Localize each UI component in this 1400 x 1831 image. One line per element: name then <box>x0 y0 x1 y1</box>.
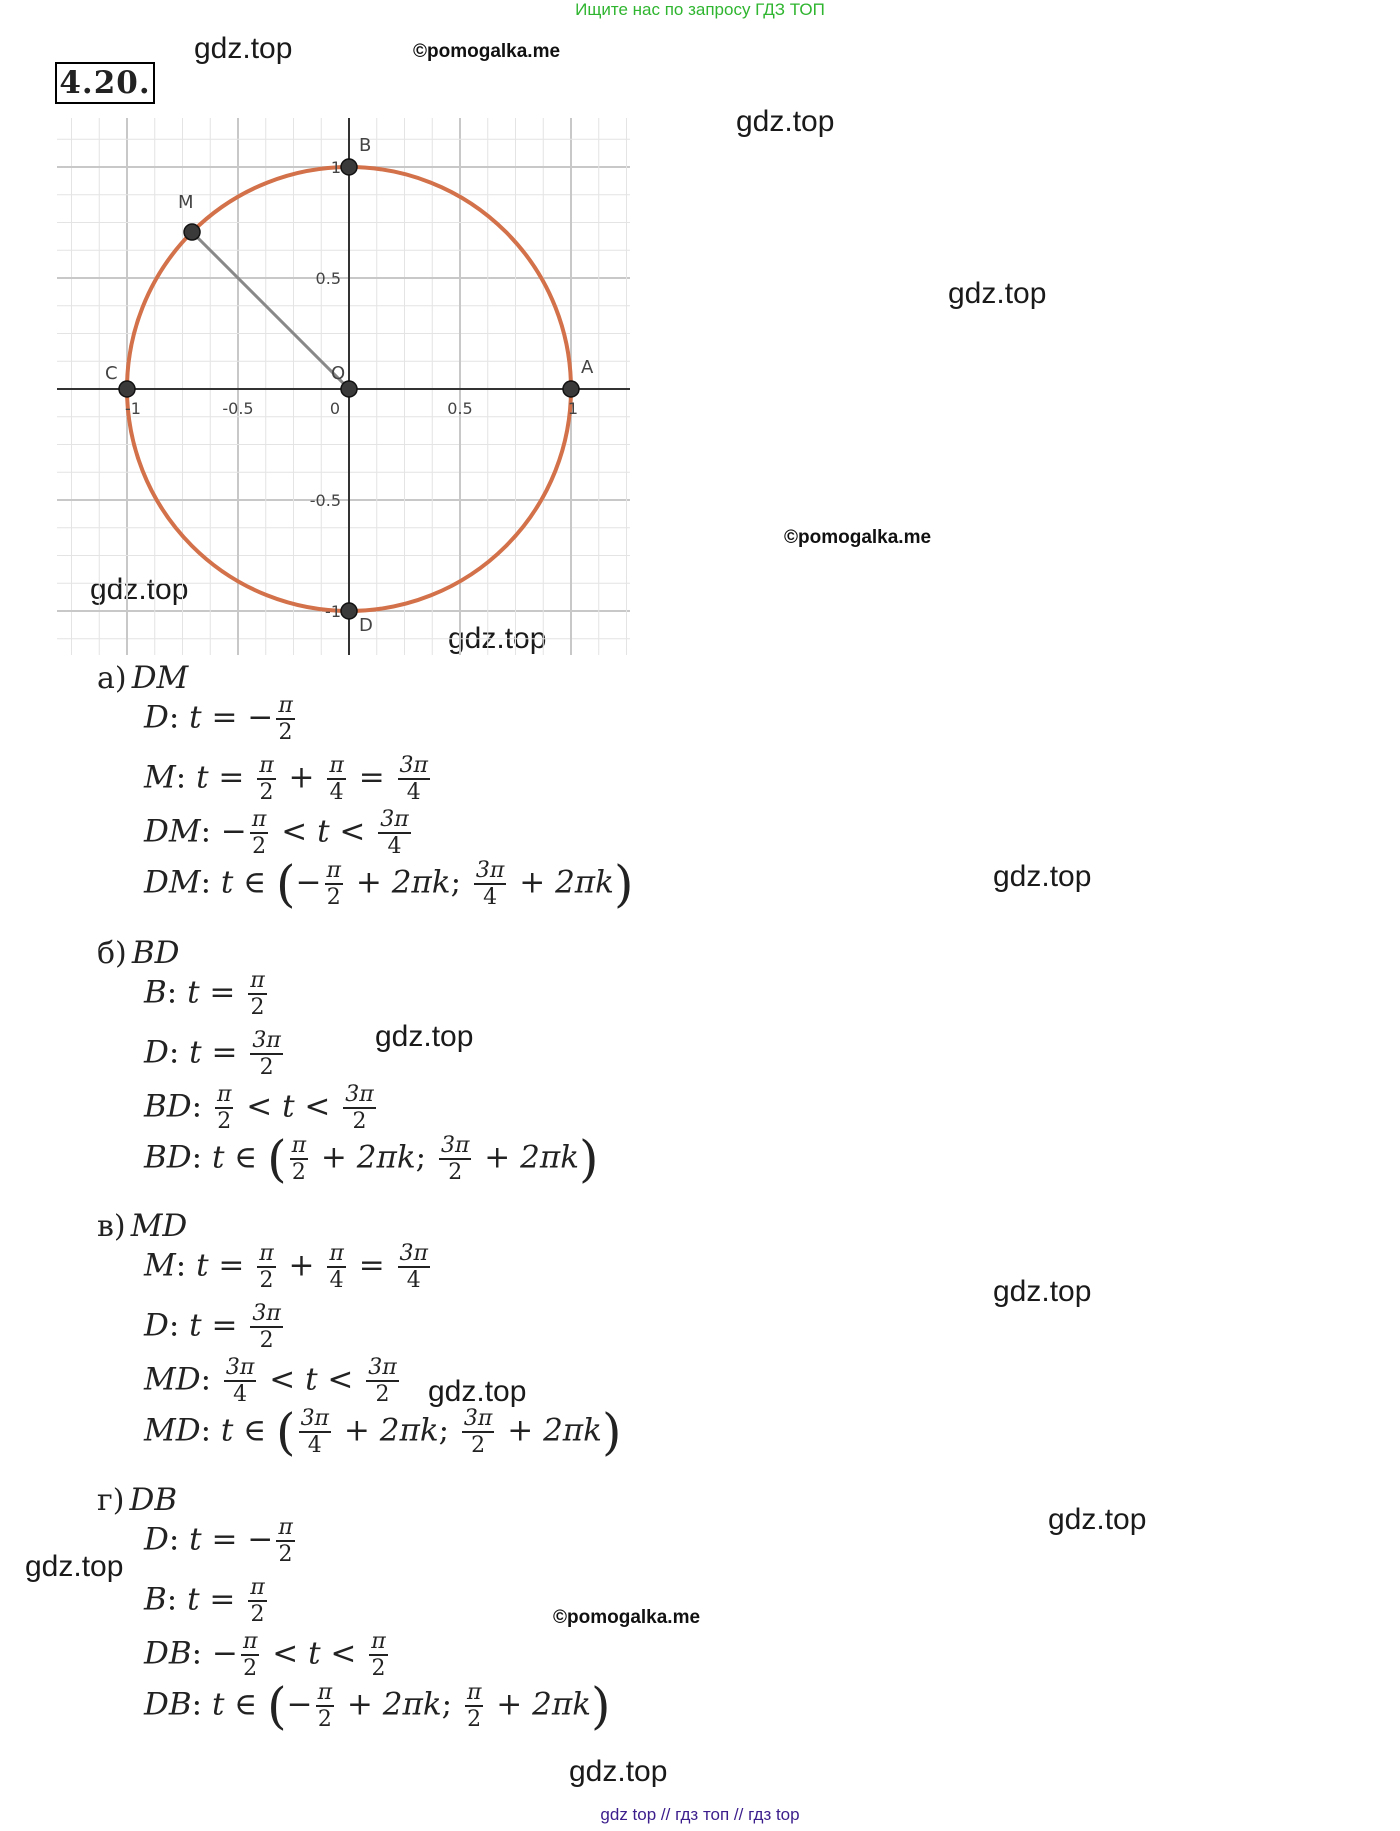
numerator: 3π <box>440 1133 470 1158</box>
inequality: DM: − $\frac{\pi}{2}$ < t < $\frac{3\pi}{4}$ <box>144 807 409 859</box>
sign: − <box>247 699 274 736</box>
point-b <box>341 159 357 175</box>
section-heading <box>97 935 180 971</box>
numerator: π <box>329 1241 344 1266</box>
arc-name: MD <box>130 1208 188 1244</box>
interval: BD: t ∈ ( $\frac{\pi}{2}$ + 2πk; $\frac{3\pi}{2}$ + 2πk) <box>144 1130 599 1188</box>
denominator: 2 <box>241 1654 259 1681</box>
denominator: 2 <box>465 1705 483 1732</box>
x-tick-label: -1 <box>125 399 141 418</box>
sign: − <box>295 864 322 901</box>
point-name: D <box>144 1034 169 1071</box>
denominator: 4 <box>398 1266 430 1293</box>
denominator: 2 <box>290 1158 308 1185</box>
denominator: 4 <box>224 1380 256 1407</box>
numerator: π <box>259 1241 274 1266</box>
point-parameter: D: t = − $\frac{\pi}{2}$ <box>144 1515 293 1567</box>
fraction <box>327 1241 345 1293</box>
arc-name: DM <box>144 813 201 850</box>
denominator: 2 <box>248 993 266 1020</box>
interval: DM: t ∈ (− $\frac{\pi}{2}$ + 2πk; $\frac{3\pi}{4}$ + 2πk) <box>144 855 634 913</box>
watermark-gdz: gdz.top <box>736 105 835 138</box>
fraction <box>327 753 345 805</box>
denominator: 2 <box>366 1380 398 1407</box>
watermark-gdz: gdz.top <box>194 32 293 65</box>
period: 2πk <box>382 1686 442 1723</box>
watermark-gdz: gdz.top <box>993 860 1092 893</box>
denominator: 4 <box>398 778 430 805</box>
numerator: 3π <box>368 1355 397 1380</box>
numerator: 3π <box>300 1406 330 1431</box>
watermark-copyright: ©pomogalka.me <box>553 1607 701 1628</box>
point-parameter: B: t = $\frac{\pi}{2}$ <box>144 968 265 1020</box>
interval: DB: t ∈ (− $\frac{\pi}{2}$ + 2πk; $\frac{\pi}{2}$ + 2πk) <box>144 1677 611 1735</box>
denominator: 2 <box>316 1705 334 1732</box>
denominator: 2 <box>250 1326 282 1353</box>
denominator: 2 <box>369 1654 387 1681</box>
denominator: 2 <box>462 1431 494 1458</box>
top-banner[interactable]: Ищите нас по запросу ГДЗ ТОП <box>575 0 825 19</box>
watermark-copyright: ©pomogalka.me <box>413 41 561 62</box>
section-label: в) <box>97 1209 126 1244</box>
fraction <box>474 858 506 910</box>
denominator: 4 <box>327 778 345 805</box>
watermark-copyright: ©pomogalka.me <box>784 527 932 548</box>
point-c <box>119 381 135 397</box>
numerator: 3π <box>252 1301 281 1326</box>
fraction <box>250 1301 282 1353</box>
point-name: M <box>144 1247 176 1284</box>
numerator: π <box>278 693 293 718</box>
fraction <box>276 1515 294 1567</box>
watermark-gdz: gdz.top <box>993 1275 1092 1308</box>
fraction <box>224 1355 256 1407</box>
section-heading <box>97 1482 177 1518</box>
arc-name: DB <box>144 1635 192 1672</box>
sign: − <box>220 813 247 850</box>
period: 2πk <box>543 1412 602 1449</box>
numerator: π <box>278 1515 293 1540</box>
denominator: 4 <box>299 1431 331 1458</box>
point-label-b: B <box>359 135 372 156</box>
x-tick-label: 0 <box>329 399 341 418</box>
point-a <box>563 381 579 397</box>
denominator: 2 <box>250 832 268 859</box>
fraction <box>248 968 266 1020</box>
point-parameter: B: t = $\frac{\pi}{2}$ <box>144 1575 265 1627</box>
fraction <box>257 753 275 805</box>
numerator: 3π <box>225 1355 255 1380</box>
x-tick-label: -0.5 <box>222 399 254 418</box>
inequality: BD: $\frac{\pi}{2}$ < t < $\frac{3\pi}{2}$ <box>144 1082 374 1134</box>
watermark-gdz: gdz.top <box>569 1755 668 1788</box>
numerator: π <box>250 968 265 993</box>
watermark-gdz: gdz.top <box>1048 1503 1147 1536</box>
numerator: π <box>251 807 267 832</box>
arc-name: BD <box>131 935 180 971</box>
denominator: 2 <box>325 883 343 910</box>
denominator: 2 <box>257 1266 275 1293</box>
fraction <box>241 1629 259 1681</box>
point-parameter: M: t = $\frac{\pi}{2}$ + $\frac{\pi}{4}$ = $\frac{3\pi}{4}$ <box>144 753 428 805</box>
point-label-m: M <box>178 192 194 214</box>
unit-circle-graph <box>57 118 630 655</box>
denominator: 4 <box>474 883 506 910</box>
y-tick-label: -1 <box>325 602 341 621</box>
y-tick-label: -0.5 <box>309 491 341 510</box>
point-name: B <box>144 974 167 1011</box>
watermark-gdz: gdz.top <box>428 1375 527 1408</box>
numerator: π <box>466 1680 482 1705</box>
watermark-gdz: gdz.top <box>25 1550 124 1583</box>
fraction <box>398 1241 430 1293</box>
fraction <box>378 807 410 859</box>
numerator: 3π <box>345 1082 374 1107</box>
interval: MD: t ∈ ( $\frac{3\pi}{4}$ + 2πk; $\frac{3\pi}{2}$ + 2πk) <box>144 1403 622 1461</box>
watermark-gdz: gdz.top <box>948 277 1047 310</box>
sign: − <box>247 1521 274 1558</box>
numerator: 3π <box>463 1406 493 1431</box>
point-parameter: D: t = − $\frac{\pi}{2}$ <box>144 693 293 745</box>
fraction <box>215 1082 233 1134</box>
point-name: M <box>144 759 176 796</box>
point-name: D <box>144 1307 169 1344</box>
watermark-gdz: gdz.top <box>448 622 547 655</box>
task-number: 4.20. <box>55 62 155 104</box>
denominator: 2 <box>276 718 294 745</box>
numerator: π <box>250 1575 265 1600</box>
period: 2πk <box>379 1412 439 1449</box>
numerator: π <box>242 1629 258 1654</box>
numerator: 3π <box>252 1028 281 1053</box>
inequality: DB: − $\frac{\pi}{2}$ < t < $\frac{\pi}{2}$ <box>144 1629 386 1681</box>
point-name: D <box>144 699 169 736</box>
point-label-a: A <box>581 357 594 378</box>
denominator: 4 <box>378 832 410 859</box>
fraction <box>250 1028 282 1080</box>
point-name: D <box>144 1521 169 1558</box>
x-tick-label: 1 <box>567 399 579 418</box>
arc-name: DB <box>144 1686 192 1723</box>
point-label-c: C <box>105 363 118 384</box>
numerator: π <box>329 753 344 778</box>
watermark-gdz: gdz.top <box>90 573 189 606</box>
y-tick-label: 1 <box>330 158 341 177</box>
numerator: 3π <box>399 753 428 778</box>
fraction <box>439 1133 471 1185</box>
segment-om <box>192 232 349 389</box>
fraction <box>462 1406 494 1458</box>
watermark-gdz: gdz.top <box>375 1020 474 1053</box>
numerator: 3π <box>475 858 505 883</box>
section-label: г) <box>97 1483 125 1518</box>
fraction <box>316 1680 334 1732</box>
arc-name: BD <box>144 1139 192 1176</box>
section-heading <box>97 660 188 696</box>
point-d <box>341 603 357 619</box>
footer-links[interactable]: gdz top // гдз топ // гдз top <box>600 1805 800 1824</box>
numerator: π <box>371 1629 386 1654</box>
denominator: 2 <box>439 1158 471 1185</box>
arc-name: DB <box>129 1482 178 1518</box>
denominator: 2 <box>215 1107 233 1134</box>
denominator: 2 <box>276 1540 294 1567</box>
fraction <box>299 1406 331 1458</box>
denominator: 2 <box>250 1053 282 1080</box>
denominator: 2 <box>257 778 275 805</box>
fraction <box>276 693 294 745</box>
point-name: B <box>144 1581 167 1618</box>
point-m <box>184 224 200 240</box>
period: 2πk <box>555 864 614 901</box>
fraction <box>250 807 268 859</box>
section-label: б) <box>97 936 127 971</box>
arc-name: DM <box>144 864 201 901</box>
arc-name: MD <box>144 1361 201 1398</box>
period: 2πk <box>391 864 451 901</box>
sign: − <box>211 1635 238 1672</box>
inequality: MD: $\frac{3\pi}{4}$ < t < $\frac{3\pi}{2}$ <box>144 1355 397 1407</box>
period: 2πk <box>532 1686 591 1723</box>
denominator: 2 <box>248 1600 266 1627</box>
x-tick-label: 0.5 <box>447 399 473 418</box>
section-label: а) <box>97 661 127 696</box>
numerator: π <box>291 1133 307 1158</box>
point-parameter: D: t = $\frac{3\pi}{2}$ <box>144 1028 281 1080</box>
fraction <box>257 1241 275 1293</box>
section-heading <box>97 1208 187 1244</box>
numerator: 3π <box>380 807 409 832</box>
numerator: π <box>317 1680 333 1705</box>
fraction <box>398 753 430 805</box>
denominator: 4 <box>327 1266 345 1293</box>
period: 2πk <box>520 1139 579 1176</box>
period: 2πk <box>356 1139 416 1176</box>
arc-name: MD <box>144 1412 201 1449</box>
arc-name: DM <box>131 660 189 696</box>
point-label-o: O <box>331 363 346 384</box>
fraction <box>369 1629 387 1681</box>
fraction <box>343 1082 375 1134</box>
fraction <box>248 1575 266 1627</box>
numerator: π <box>259 753 274 778</box>
numerator: π <box>326 858 342 883</box>
point-label-d: D <box>359 615 373 636</box>
fraction <box>325 858 343 910</box>
denominator: 2 <box>343 1107 375 1134</box>
point-parameter: D: t = $\frac{3\pi}{2}$ <box>144 1301 281 1353</box>
fraction <box>366 1355 398 1407</box>
fraction <box>290 1133 308 1185</box>
arc-name: BD <box>144 1088 192 1125</box>
numerator: π <box>216 1082 232 1107</box>
numerator: 3π <box>399 1241 428 1266</box>
sign: − <box>286 1686 313 1723</box>
fraction <box>465 1680 483 1732</box>
y-tick-label: 0.5 <box>315 269 341 288</box>
point-parameter: M: t = $\frac{\pi}{2}$ + $\frac{\pi}{4}$ = $\frac{3\pi}{4}$ <box>144 1241 428 1293</box>
